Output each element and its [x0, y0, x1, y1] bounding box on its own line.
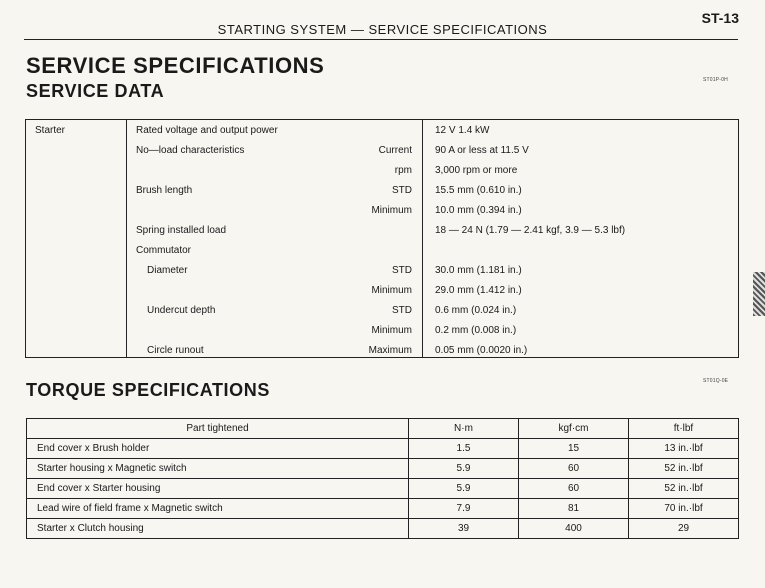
service-data-heading: SERVICE DATA	[26, 81, 165, 101]
spec-item: No—load characteristics	[136, 145, 245, 156]
spec-value: 10.0 mm (0.394 in.)	[435, 205, 522, 216]
spec-qualifier: Minimum	[371, 205, 412, 216]
part-name: Starter x Clutch housing	[27, 519, 409, 539]
part-name: Starter housing x Magnetic switch	[27, 459, 409, 479]
spec-item: Diameter	[147, 265, 188, 276]
spec-item: Undercut depth	[147, 305, 216, 316]
spec-value: 15.5 mm (0.610 in.)	[435, 185, 522, 196]
torque-kgfcm: 60	[519, 459, 629, 479]
component-label: Starter	[35, 125, 66, 136]
part-name: End cover x Brush holder	[27, 439, 409, 459]
torque-ftlbf: 52 in.·lbf	[629, 479, 739, 499]
spec-qualifier: Minimum	[371, 325, 412, 336]
header-ftlbf: ft·lbf	[629, 419, 739, 439]
header-title: STARTING SYSTEM — SERVICE SPECIFICATIONS	[217, 22, 548, 37]
spec-qualifier: STD	[392, 265, 412, 276]
spec-value: 0.05 mm (0.0020 in.)	[435, 345, 528, 356]
spec-qualifier: Current	[378, 145, 412, 156]
torque-ftlbf: 70 in.·lbf	[629, 499, 739, 519]
service-specifications-heading: SERVICE SPECIFICATIONS	[26, 53, 325, 78]
torque-ftlbf: 13 in.·lbf	[629, 439, 739, 459]
service-data-code: ST01P-0H	[703, 77, 728, 83]
torque-table	[26, 418, 739, 539]
header-kgfcm: kgf·cm	[519, 419, 629, 439]
torque-nm: 39	[409, 519, 519, 539]
table-row	[27, 439, 739, 459]
table-row	[27, 479, 739, 499]
spec-item: Commutator	[136, 245, 192, 256]
torque-kgfcm: 81	[519, 499, 629, 519]
spec-item: Circle runout	[147, 345, 204, 356]
spec-value: 29.0 mm (1.412 in.)	[435, 285, 522, 296]
torque-nm: 5.9	[409, 459, 519, 479]
part-name: Lead wire of field frame x Magnetic switch	[27, 499, 409, 519]
column-divider	[422, 120, 423, 357]
spec-qualifier: STD	[392, 305, 412, 316]
table-row	[27, 459, 739, 479]
spec-value: 30.0 mm (1.181 in.)	[435, 265, 522, 276]
torque-ftlbf: 52 in.·lbf	[629, 459, 739, 479]
page-number: ST-13	[701, 10, 739, 26]
spec-value: 90 A or less at 11.5 V	[435, 145, 529, 156]
spec-value: 18 — 24 N (1.79 — 2.41 kgf, 3.9 — 5.3 lbf)	[435, 225, 626, 236]
torque-kgfcm: 400	[519, 519, 629, 539]
torque-nm: 1.5	[409, 439, 519, 459]
spec-item: Spring installed load	[136, 225, 227, 236]
torque-specifications-heading: TORQUE SPECIFICATIONS	[26, 380, 270, 400]
column-divider	[126, 120, 127, 357]
spec-value: 0.2 mm (0.008 in.)	[435, 325, 517, 336]
section-index-tab	[753, 272, 765, 316]
table-row	[27, 519, 739, 539]
spec-item: Rated voltage and output power	[136, 125, 278, 136]
spec-qualifier: Maximum	[368, 345, 412, 356]
torque-nm: 7.9	[409, 499, 519, 519]
spec-qualifier: Minimum	[371, 285, 412, 296]
torque-ftlbf: 29	[629, 519, 739, 539]
spec-value: 3,000 rpm or more	[435, 165, 518, 176]
spec-value: 12 V 1.4 kW	[435, 125, 490, 136]
spec-value: 0.6 mm (0.024 in.)	[435, 305, 517, 316]
table-row	[27, 499, 739, 519]
spec-qualifier: rpm	[394, 165, 412, 176]
torque-nm: 5.9	[409, 479, 519, 499]
header-nm: N·m	[409, 419, 519, 439]
header-part-tightened: Part tightened	[27, 419, 409, 439]
torque-kgfcm: 15	[519, 439, 629, 459]
part-name: End cover x Starter housing	[27, 479, 409, 499]
header-rule	[24, 39, 738, 40]
table-header-row	[27, 419, 739, 439]
spec-item: Brush length	[136, 185, 193, 196]
spec-qualifier: STD	[392, 185, 412, 196]
service-data-table	[25, 119, 739, 358]
torque-code: ST01Q-0E	[703, 378, 729, 384]
torque-kgfcm: 60	[519, 479, 629, 499]
